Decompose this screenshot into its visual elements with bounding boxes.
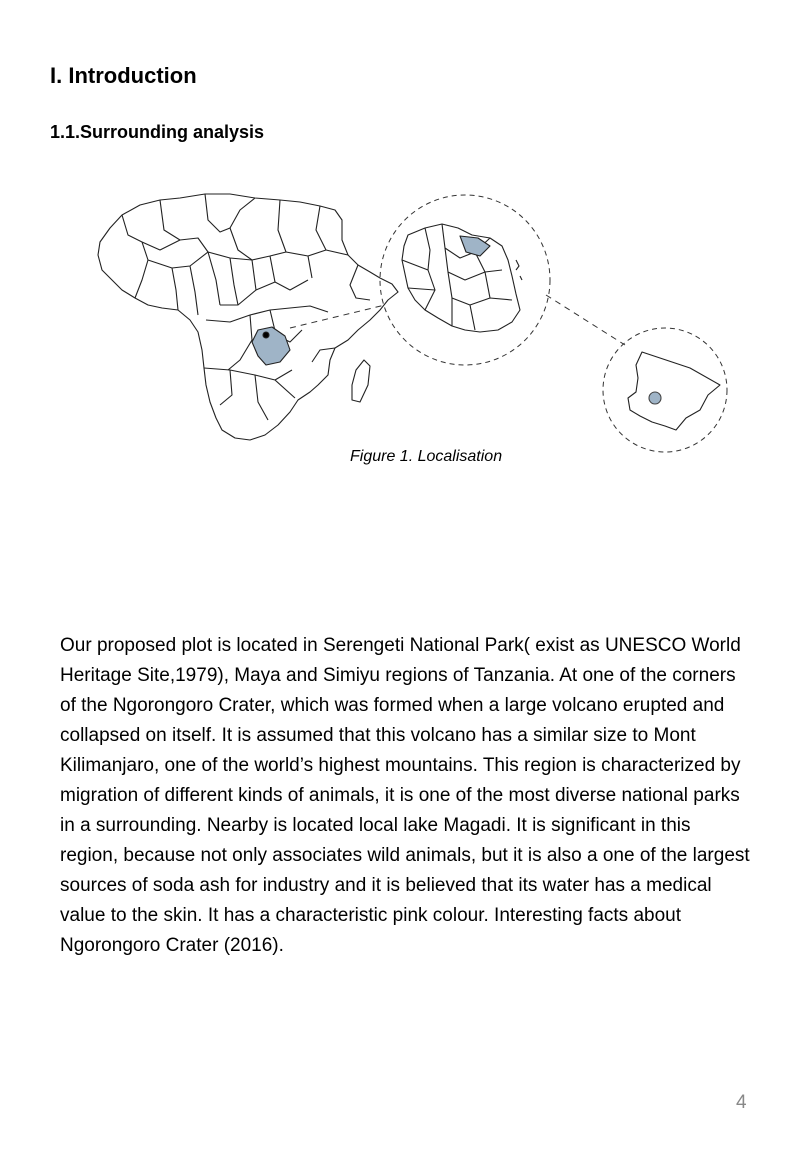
body-paragraph: Our proposed plot is located in Serengeti National Park( exist as UNESCO World Heritage Site,1979), Maya and Simiyu regions of Tanzania. At one of the corners of the Ngorongoro Crater, which was formed when a large volcano erupted and collapsed on itself. It is assumed that this volcano has a similar size to Mont Kilimanjaro, one of the world’s highest mountains. This region is characterized by migration of different kinds of animals, it is one of the most diverse national parks in a surrounding. Nearby is located local lake Magadi. It is significant in this region, because not only associates wild animals, but it is also a one of the largest sources of soda ash for industry and it is believed that its water has a medical value to the skin. It has a characteristic pink colour. Interesting facts about Ngorongoro Crater (2016). bbox=[60, 635, 750, 956]
tanzania-highlight bbox=[252, 327, 290, 365]
localisation-map-graphic bbox=[80, 180, 760, 470]
region-zoom-circle bbox=[603, 328, 727, 452]
section-heading: I. Introduction bbox=[50, 63, 197, 88]
site-marker bbox=[649, 392, 661, 404]
figure-caption: Figure 1. Localisation bbox=[350, 448, 503, 465]
region-map bbox=[628, 352, 720, 430]
africa-map bbox=[98, 194, 398, 440]
subsection-heading: 1.1.Surrounding analysis bbox=[50, 122, 265, 142]
localisation-figure bbox=[80, 180, 760, 470]
page-number: 4 bbox=[736, 1092, 747, 1113]
